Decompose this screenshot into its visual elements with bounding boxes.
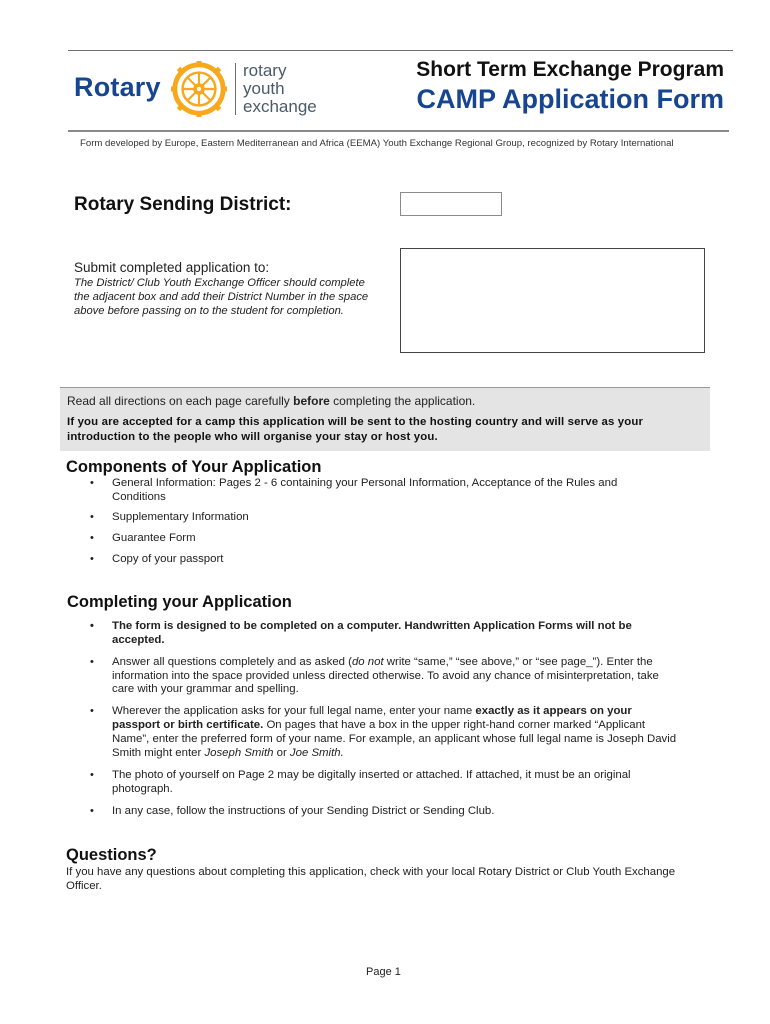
directions-line (67, 394, 475, 408)
components-heading: Components of Your Application (66, 458, 322, 476)
directions-text-end: completing the application. (329, 394, 476, 408)
rotary-wheel-icon (170, 60, 228, 118)
credit-line: Form developed by Europe, Eastern Mediterranean and Africa (EEMA) Youth Exchange Regional Group, recognized by Rotary International (80, 138, 674, 149)
top-rule (68, 50, 733, 51)
logo-divider (235, 63, 236, 115)
directions-text: Read all directions on each page carefully (67, 394, 294, 408)
item-text: write “same,” “see above,” or “see page_”). Enter the information into the space provided unless directed otherwise. To avoid any chance of misinterpretation, take care with your grammar and spelling. (112, 655, 659, 696)
list-item: • The form is designed to be completed on a computer. Handwritten Application Forms will not be accepted. (90, 620, 680, 648)
list-item (90, 656, 680, 697)
item-text: Answer all questions completely and as asked ( (112, 655, 352, 668)
item-example: Joseph Smith (204, 746, 274, 759)
submit-address-box[interactable] (400, 248, 705, 353)
questions-text: If you have any questions about completing this application, check with your local Rotary District or Club Youth Exchange Officer. (66, 866, 676, 892)
completing-heading: Completing your Application (67, 593, 292, 611)
submit-to-heading: Submit completed application to: (74, 260, 270, 275)
sending-district-label: Rotary Sending District: (74, 194, 292, 215)
program-title: Short Term Exchange Program (416, 58, 724, 81)
acceptance-notice: If you are accepted for a camp this application will be sent to the hosting country and will serve as your introduction to the people who will organise your stay or host you. (67, 416, 644, 443)
sending-district-field[interactable] (400, 192, 502, 216)
page-number: Page 1 (366, 966, 401, 978)
form-title: CAMP Application Form (416, 84, 724, 114)
item-emphasis: do not (351, 655, 384, 668)
list-item: • Copy of your passport (90, 553, 670, 567)
list-item: • In any case, follow the instructions of your Sending District or Sending Club. (90, 805, 680, 819)
submit-to-note: The District/ Club Youth Exchange Officer should complete the adjacent box and add their District Number in the space above before passing on to the student for completion. (74, 277, 369, 318)
item-example: Joe Smith. (289, 746, 344, 759)
logo-text-rotary: rotary (243, 61, 287, 80)
logo-text-youth: youth (243, 79, 285, 98)
list-item: • Supplementary Information (90, 511, 670, 525)
rotary-wordmark: Rotary (74, 72, 161, 102)
header-rule (68, 130, 729, 132)
directions-emphasis: before (293, 394, 330, 408)
questions-heading: Questions? (66, 846, 157, 864)
item-text: Wherever the application asks for your full legal name, enter your name (112, 705, 476, 718)
list-item: • General Information: Pages 2 - 6 containing your Personal Information, Acceptance of the Rules and Conditions (90, 477, 670, 505)
list-item: • Guarantee Form (90, 532, 670, 546)
item-emphasis: exactly as it appears on your passport or birth certificate. (112, 705, 632, 732)
rotary-youth-exchange-logo-text (243, 62, 317, 116)
list-item (90, 705, 680, 760)
list-item: • The photo of yourself on Page 2 may be digitally inserted or attached. If attached, it must be an original photograph. (90, 769, 680, 797)
item-text: On pages that have a box in the upper right-hand corner marked “Applicant Name”, enter the preferred form of your name. For example, an applicant whose full legal name is Joseph David Smith might enter (112, 719, 677, 759)
logo-text-exchange: exchange (243, 97, 317, 116)
completing-list (90, 620, 680, 827)
components-list (90, 477, 670, 573)
item-text: or (273, 746, 290, 759)
